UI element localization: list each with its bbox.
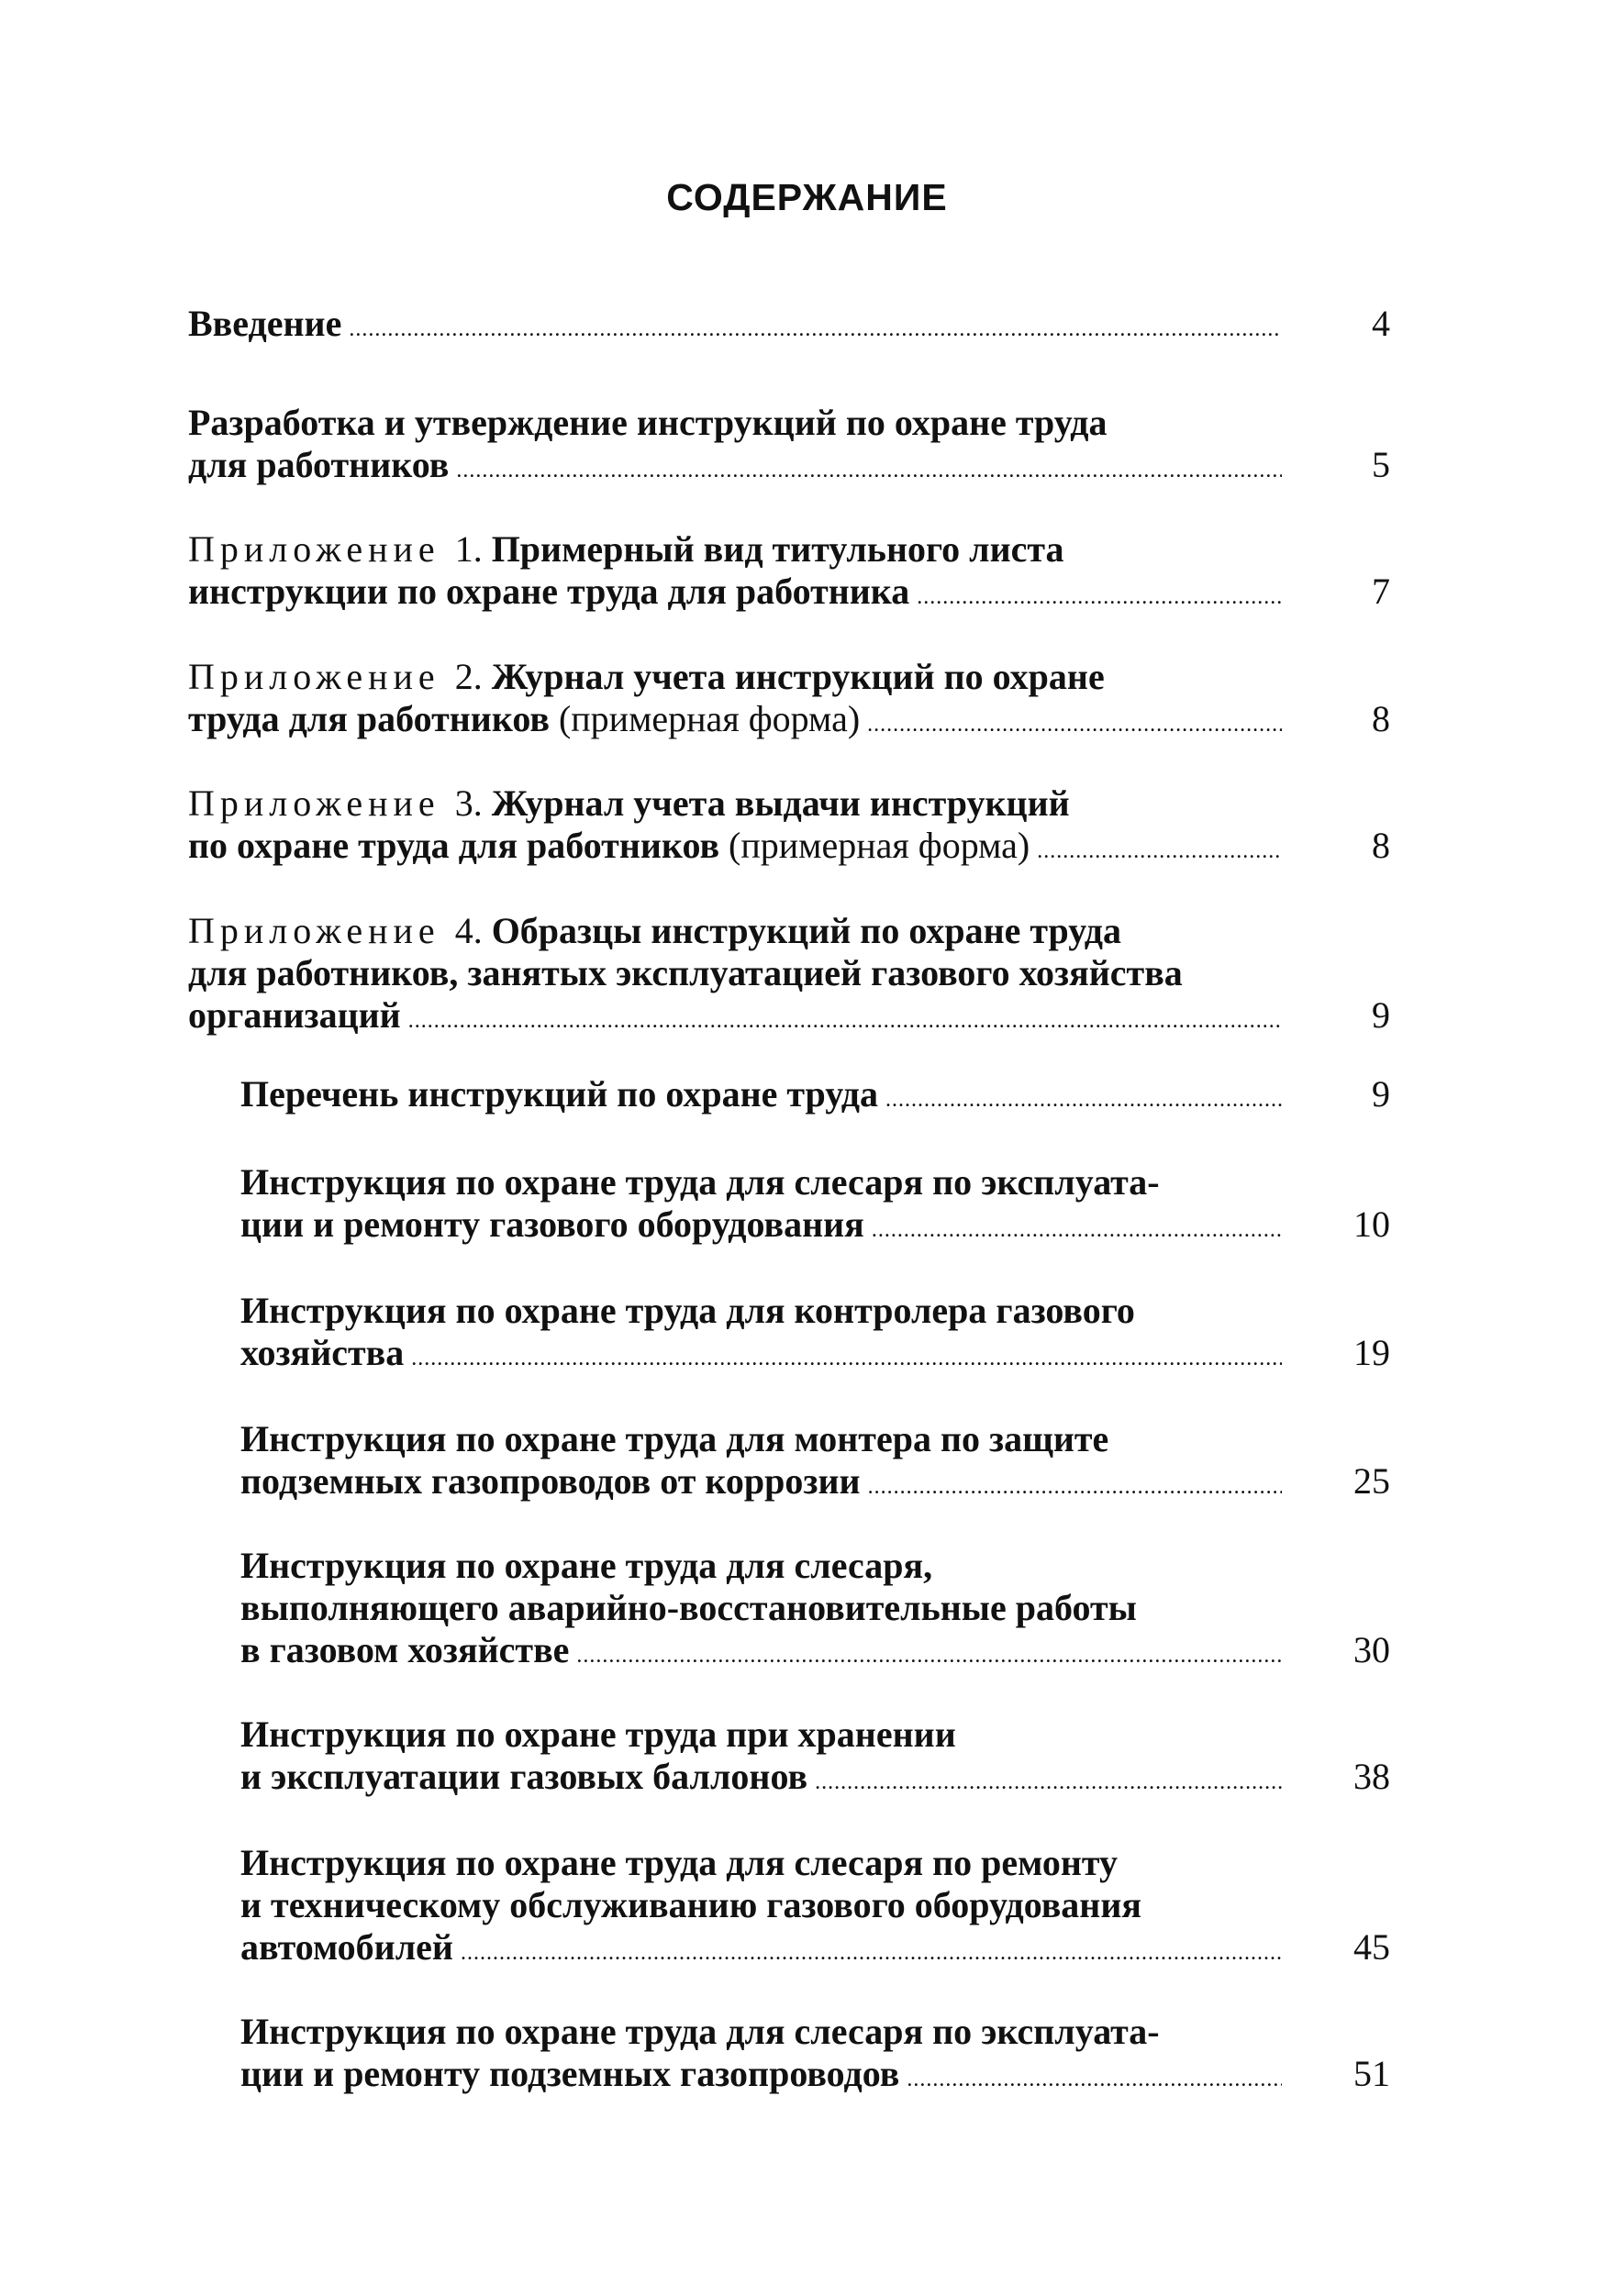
page-number: 7 [1372, 571, 1390, 612]
toc-text-segment: инструкции по охране труда для работника [188, 571, 910, 612]
page-number: 10 [1353, 1203, 1390, 1245]
page-title: СОДЕРЖАНИЕ [666, 176, 948, 218]
toc-entry-text [188, 571, 909, 613]
toc-text-segment: Инструкция по охране труда для монтера по защите [240, 1418, 1109, 1459]
toc-text-segment: ции и ремонту подземных газопроводов [240, 2053, 900, 2094]
toc-entry-text [240, 1926, 453, 1969]
toc-entry-text [240, 1290, 1135, 1332]
toc-entry[interactable] [240, 1290, 1390, 1380]
toc-entry-text [240, 1545, 932, 1587]
toc-entry-text [240, 1332, 404, 1374]
toc-text-segment: Введение [188, 303, 342, 344]
page-number: 8 [1372, 825, 1390, 866]
toc-entry-text [240, 1587, 1137, 1629]
dot-leader [411, 1337, 1282, 1380]
toc-text-segment: в газовом хозяйстве [240, 1629, 570, 1670]
toc-entry-line [240, 1073, 1390, 1121]
toc-entry-text [240, 1629, 569, 1671]
toc-text-segment: (примерная форма) [729, 825, 1030, 866]
toc-text-segment: организаций [188, 994, 401, 1036]
toc-entry-text [240, 2011, 1160, 2053]
page-number: 30 [1353, 1629, 1390, 1670]
page-number: 9 [1372, 994, 1390, 1036]
appendix-label: Приложение [188, 782, 455, 824]
toc-entry[interactable] [188, 402, 1390, 492]
page-number: 51 [1353, 2053, 1390, 2094]
toc-entry-text [240, 1756, 807, 1798]
toc-entry-line [188, 782, 1390, 825]
toc-entry-line [188, 698, 1390, 746]
toc-entry-line [188, 571, 1390, 618]
dot-leader [917, 576, 1282, 618]
toc-entry[interactable] [240, 1545, 1390, 1677]
page-number: 5 [1372, 444, 1390, 485]
dot-leader [815, 1761, 1282, 1803]
toc-entry-line [188, 528, 1390, 571]
dot-leader [868, 1466, 1282, 1508]
toc-entry-text [188, 994, 401, 1037]
toc-entry-line [240, 1332, 1390, 1380]
toc-entry-text [240, 1161, 1160, 1203]
toc-text-segment: подземных газопроводов от коррозии [240, 1460, 861, 1502]
dot-leader [907, 2058, 1282, 2101]
toc-entry-line [188, 825, 1390, 872]
toc-text-segment: ции и ремонту газового оборудования [240, 1203, 864, 1245]
toc-text-segment: Образцы инструкций по охране труда [491, 910, 1121, 951]
toc-entry-text [188, 952, 1183, 994]
toc-text-segment: для работников, занятых эксплуатацией газового хозяйства [188, 952, 1183, 993]
toc-entry[interactable] [240, 1714, 1390, 1803]
toc-entry-line [240, 1587, 1390, 1629]
toc-entry-line [240, 1629, 1390, 1677]
toc-entry[interactable] [188, 782, 1390, 872]
appendix-label: Приложение [188, 528, 455, 570]
toc-text-segment: Журнал учета выдачи инструкций [491, 782, 1070, 824]
toc-entry-line [240, 1926, 1390, 1974]
toc-entry-line [188, 952, 1390, 994]
toc-text-segment: выполняющего аварийно-восстановительные работы [240, 1587, 1137, 1628]
toc-entry-line [240, 1290, 1390, 1332]
toc-entry-text [240, 1073, 878, 1115]
toc-text-segment: Инструкция по охране труда для слесаря, [240, 1545, 933, 1586]
toc-text-segment: и техническому обслуживанию газового оборудования [240, 1884, 1142, 1925]
toc-entry-line [240, 2011, 1390, 2053]
page-number: 45 [1353, 1926, 1390, 1968]
toc-text-segment: 2. [454, 656, 492, 697]
toc-entry-text [188, 782, 1070, 825]
toc-entry-line [188, 402, 1390, 444]
toc-entry[interactable] [240, 1073, 1390, 1121]
dot-leader [885, 1079, 1282, 1121]
toc-entry-line [188, 994, 1390, 1042]
toc-entry-line [188, 656, 1390, 698]
toc-entry-text [188, 402, 1107, 444]
page-number: 8 [1372, 698, 1390, 739]
toc-text-segment: (примерная форма) [558, 698, 861, 739]
toc-entry[interactable] [188, 910, 1390, 1042]
toc-text-segment: труда для работников [188, 698, 559, 739]
toc-entry-text [240, 1460, 861, 1503]
toc-text-segment: хозяйства [240, 1332, 405, 1373]
toc-text-segment: Инструкция по охране труда для слесаря по ремонту [240, 1842, 1119, 1883]
toc-entry-line [188, 303, 1390, 350]
toc-entry-line [240, 1161, 1390, 1203]
toc-text-segment: Разработка и утверждение инструкций по охране труда [188, 402, 1108, 443]
toc-text-segment: 3. [454, 782, 492, 824]
toc-text-segment: автомобилей [240, 1926, 453, 1968]
toc-entry-line [188, 910, 1390, 952]
toc-entry-text [188, 656, 1105, 698]
toc-entry-text [188, 910, 1121, 952]
toc-text-segment: и эксплуатации газовых баллонов [240, 1756, 808, 1797]
toc-entry-text [240, 1842, 1118, 1884]
toc-entry[interactable] [240, 1842, 1390, 1974]
dot-leader [1037, 830, 1282, 872]
toc-text-segment: для работников [188, 444, 450, 485]
toc-entry-line [240, 1460, 1390, 1508]
page-number: 19 [1353, 1332, 1390, 1373]
toc-entry-text [188, 698, 860, 740]
dot-leader [349, 308, 1282, 350]
page-number: 4 [1372, 303, 1390, 344]
appendix-label: Приложение [188, 910, 455, 951]
toc-entry-text [240, 1418, 1108, 1460]
appendix-label: Приложение [188, 656, 455, 697]
toc-entry-line [240, 1418, 1390, 1460]
toc-entry[interactable] [188, 656, 1390, 746]
toc-entry[interactable] [188, 528, 1390, 618]
toc-text-segment: Перечень инструкций по охране труда [240, 1073, 878, 1115]
toc-entry-line [188, 444, 1390, 492]
toc-entry[interactable] [240, 1161, 1390, 1251]
toc-entry-line [240, 1714, 1390, 1756]
dot-leader [408, 1000, 1282, 1042]
toc-entry[interactable] [240, 1418, 1390, 1508]
toc-entry-text [240, 1714, 956, 1756]
toc-entry-text [188, 825, 1030, 867]
page-number: 9 [1372, 1073, 1390, 1115]
toc-entry[interactable] [188, 303, 1390, 350]
toc-text-segment: Инструкция по охране труда для контролера газового [240, 1290, 1135, 1331]
toc-entry-text [240, 2053, 899, 2095]
toc-text-segment: Примерный вид титульного листа [491, 528, 1064, 570]
toc-entry-line [240, 1842, 1390, 1884]
toc-entry-text [188, 444, 449, 486]
page-number: 25 [1353, 1460, 1390, 1502]
toc-entry-text [240, 1203, 864, 1246]
toc-entry-line [240, 1203, 1390, 1251]
toc-entry[interactable] [240, 2011, 1390, 2101]
toc-text-segment: Инструкция по охране труда при хранении [240, 1714, 956, 1755]
toc-entry-line [240, 2053, 1390, 2101]
toc-entry-text [188, 303, 341, 345]
toc-text-segment: Журнал учета инструкций по охране [491, 656, 1105, 697]
toc-entry-text [240, 1884, 1141, 1926]
toc-entry-text [188, 528, 1064, 571]
toc-text-segment: 4. [454, 910, 492, 951]
dot-leader [456, 449, 1282, 492]
dot-leader [872, 1209, 1282, 1251]
page-number: 38 [1353, 1756, 1390, 1797]
toc-entry-line [240, 1545, 1390, 1587]
toc-text-segment: 1. [454, 528, 492, 570]
toc-text-segment: Инструкция по охране труда для слесаря по эксплуата- [240, 2011, 1160, 2052]
toc-entry-line [240, 1884, 1390, 1926]
dot-leader [461, 1932, 1282, 1974]
toc-text-segment: Инструкция по охране труда для слесаря по эксплуата- [240, 1161, 1160, 1203]
dot-leader [867, 704, 1282, 746]
toc-entry-line [240, 1756, 1390, 1803]
dot-leader [576, 1635, 1282, 1677]
toc-text-segment: по охране труда для работников [188, 825, 729, 866]
